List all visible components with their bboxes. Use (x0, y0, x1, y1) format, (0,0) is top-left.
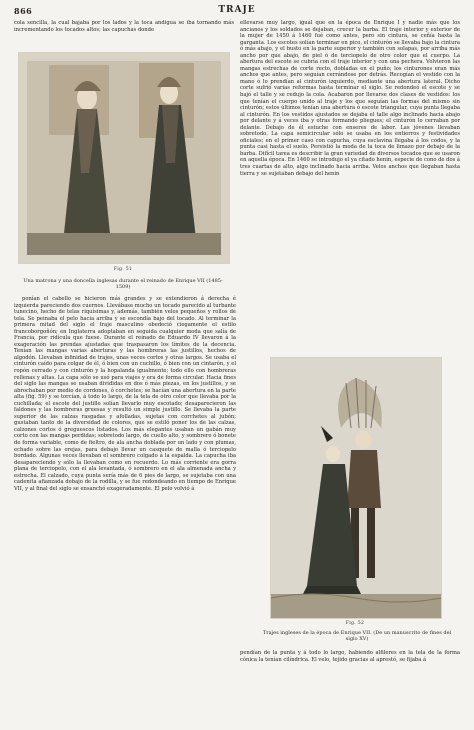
left-column-top-text (14, 20, 234, 33)
right-column-bottom-text (240, 650, 460, 663)
figure-51-caption: Una matrona y una doncella inglesas durante el reinado de Enrique VII (1485-1509) (23, 278, 223, 291)
illustration-two-women (19, 53, 229, 263)
left-body-paragraph: ponían el cabello se hicieron más grandes y se extendieron á derecha é izquierda pareciendo dos cuernos. Llevábase mucho un tocado parecido al turbante tunecino, hecho de telas riquísimas y, además, también velos pequeños y rollos de tela. Se peinaba el pelo hacia arriba y se escondía bajo del tocado. Al terminar la primera mitad del siglo el traje masculino obedeció ciegamente el estilo francoborgoñón; en Inglaterra adoptaban en seguida cualquier moda que salía de Francia, por ridícula que fuese. Durante el reinado de Eduardo IV llevaron á la exageración las prendas ajustadas que traspasaron los límites de la decencia. Tenían las mangas varias aberturas y las hombreras las justillos, hechos de algodón. Llevaban infinidad de trajes, unas veces cortos y otras largos. Se usaba el cinturón caído para colgar de él, ó bien con un cuchillo, ó bien con un cintarón, y el ropón cerrado y con cinturón y la hopalanda igualmente; todo ello con hombreras rellenas y altas. La capa sólo se usó para viajes y era de forma circular. Hacia fines del siglo las mangas se usaban divididas en dos ó más piezas, en los justillos, y se abrochaban por medio de cordones, ó corchetes; se hacían una abertura en la parte alta (fig. 59) y se torcían, á todo lo largo, de la tela de otro color que llevaba por la cuchillada; el escote del justillo solían llevarlo muy escotado; desaparecieron las faldones y las hombreras gruesas y resultó un simple justillo. Se llevaba la parte superior de las calzas rasgadas y afolladas, sujetas con corchetes al jubón; gustaban tanto de la diversidad de colores, que se estiló poner los de las calzas, calzones cortos ó greguescos listados. Los más elegantes usaban un gabán muy corto con las mangas perdidas; sobretodo largo, de cuello alto, y sombrero ó bonete de forma variable, como de fieltro, de ala ancha doblada por un lado y con plumas, echado sobre las orejas, para debajo llevar un casquete de malla ó terciopelo bordado. Algunas veces llevaban el sombrero colgado á la espalda. La capucha iba desapareciendo y sólo la llevaban como en recuerdo. Lo más corriente era gorra plana de terciopelo, con el ala levantada, ó sombrero en el ala almenada ancha y estrecha. El calzado, cuya punta sería más de 6 pies de largo, se sujetaba con una cadenita afianzada debajo de la rodilla, y se fue redondeando en tiempo de Enrique VII, y al final del siglo se ensanchó exageradamente. El pelo volvió á (14, 296, 236, 492)
right-top-paragraph: ellevarse muy largo, igual que en la época de Enrique I y nadie más que los ancianos y los soldados se dejaban, crecer la barba. El traje interior y exterior de la mujer de 1450 á 1460 fué como antes, pero sin cintura, se ceñía hasta la garganta. Los escotes solían terminar en pico, el cinturón se llevaba bajo la cintura ó más abajo, y el busto en la parte superior y también con solapas, por arriba más ancho por que abajo, de piel ó de terciopelo de otro color que el cuerpo. La abertura del escote se cubría con el traje interior y con una pechera. Volvieron las mangas estrechas de corte recto, dobladas en el puño; los cinturones eran más anchos que antes, pero seguían cerrándose por detrás. Recogían el vestido con la mano ó lo prendían al cinturón izquierdo, mediante una abertura lateral. Dicho corte sufrió varias reformas hasta terminar el siglo. Se redondeó el escote y se bajó el talle y se redujo la cola. Acabaron por llevarse dos clases de vestidos: los que tenían el cuerpo unido al traje y los que seguían las formas del mismo sin cinturón; estos últimos tenían una abertura ó escote triangular, cuya punta llegaba al cinturón. En los vestidos ajustados se dejaba el talle algo inclinado hacia abajo por delante y á veces iba y otras formando pliegues; el cinturón lo cerraban por delante. Debajo de él estuche con enseres de labor. Las jóvenes llevaban sobretodo. La capa semicircular sólo se usaba en los entierros y festividades oficiales; en el primer caso con capucha, cuya esclavina llegaba á los codos, y la punta casi hasta el suelo. Persistió la moda de la toca de limazo por debajo de la barba. Difícil tarea es describir la gran variedad de diversos tocados que se usaron en aquella época. En 1460 se introdujo el ya citado henin, especie de cono de dos á tres cuartas de alto, algo inclinado hacia arriba. Velos anchos que llegaban hasta tierra y se sujetaban debajo del henin (240, 20, 460, 177)
figure-51-image (18, 52, 230, 264)
left-column-body-text (14, 296, 236, 492)
right-column-top-text (240, 20, 460, 177)
figure-52-label: Fig. 52 (345, 621, 365, 626)
illustration-couple (271, 358, 441, 618)
figure-51-label: Fig. 51 (113, 267, 133, 272)
right-bottom-paragraph: pendían de la punta y á todo lo largo, habiendo alfileres en la tela de la forma cónica la tenían cilíndrica. El velo, tejido gracias al aprestó, se fijaba á (240, 650, 460, 663)
page-number: 866 (14, 6, 33, 16)
running-title: TRAJE (218, 5, 256, 15)
figure-52-caption: Trajes ingleses de la época de Enrique VII. (De un manuscrito de fines del siglo XV) (262, 630, 452, 643)
figure-52-image (270, 357, 442, 619)
left-top-paragraph: cola sencilla, la cual bajaba por los lados y la toca andigua se iba tornando más incrementando los tocados altos; las capuchas donde (14, 20, 234, 33)
